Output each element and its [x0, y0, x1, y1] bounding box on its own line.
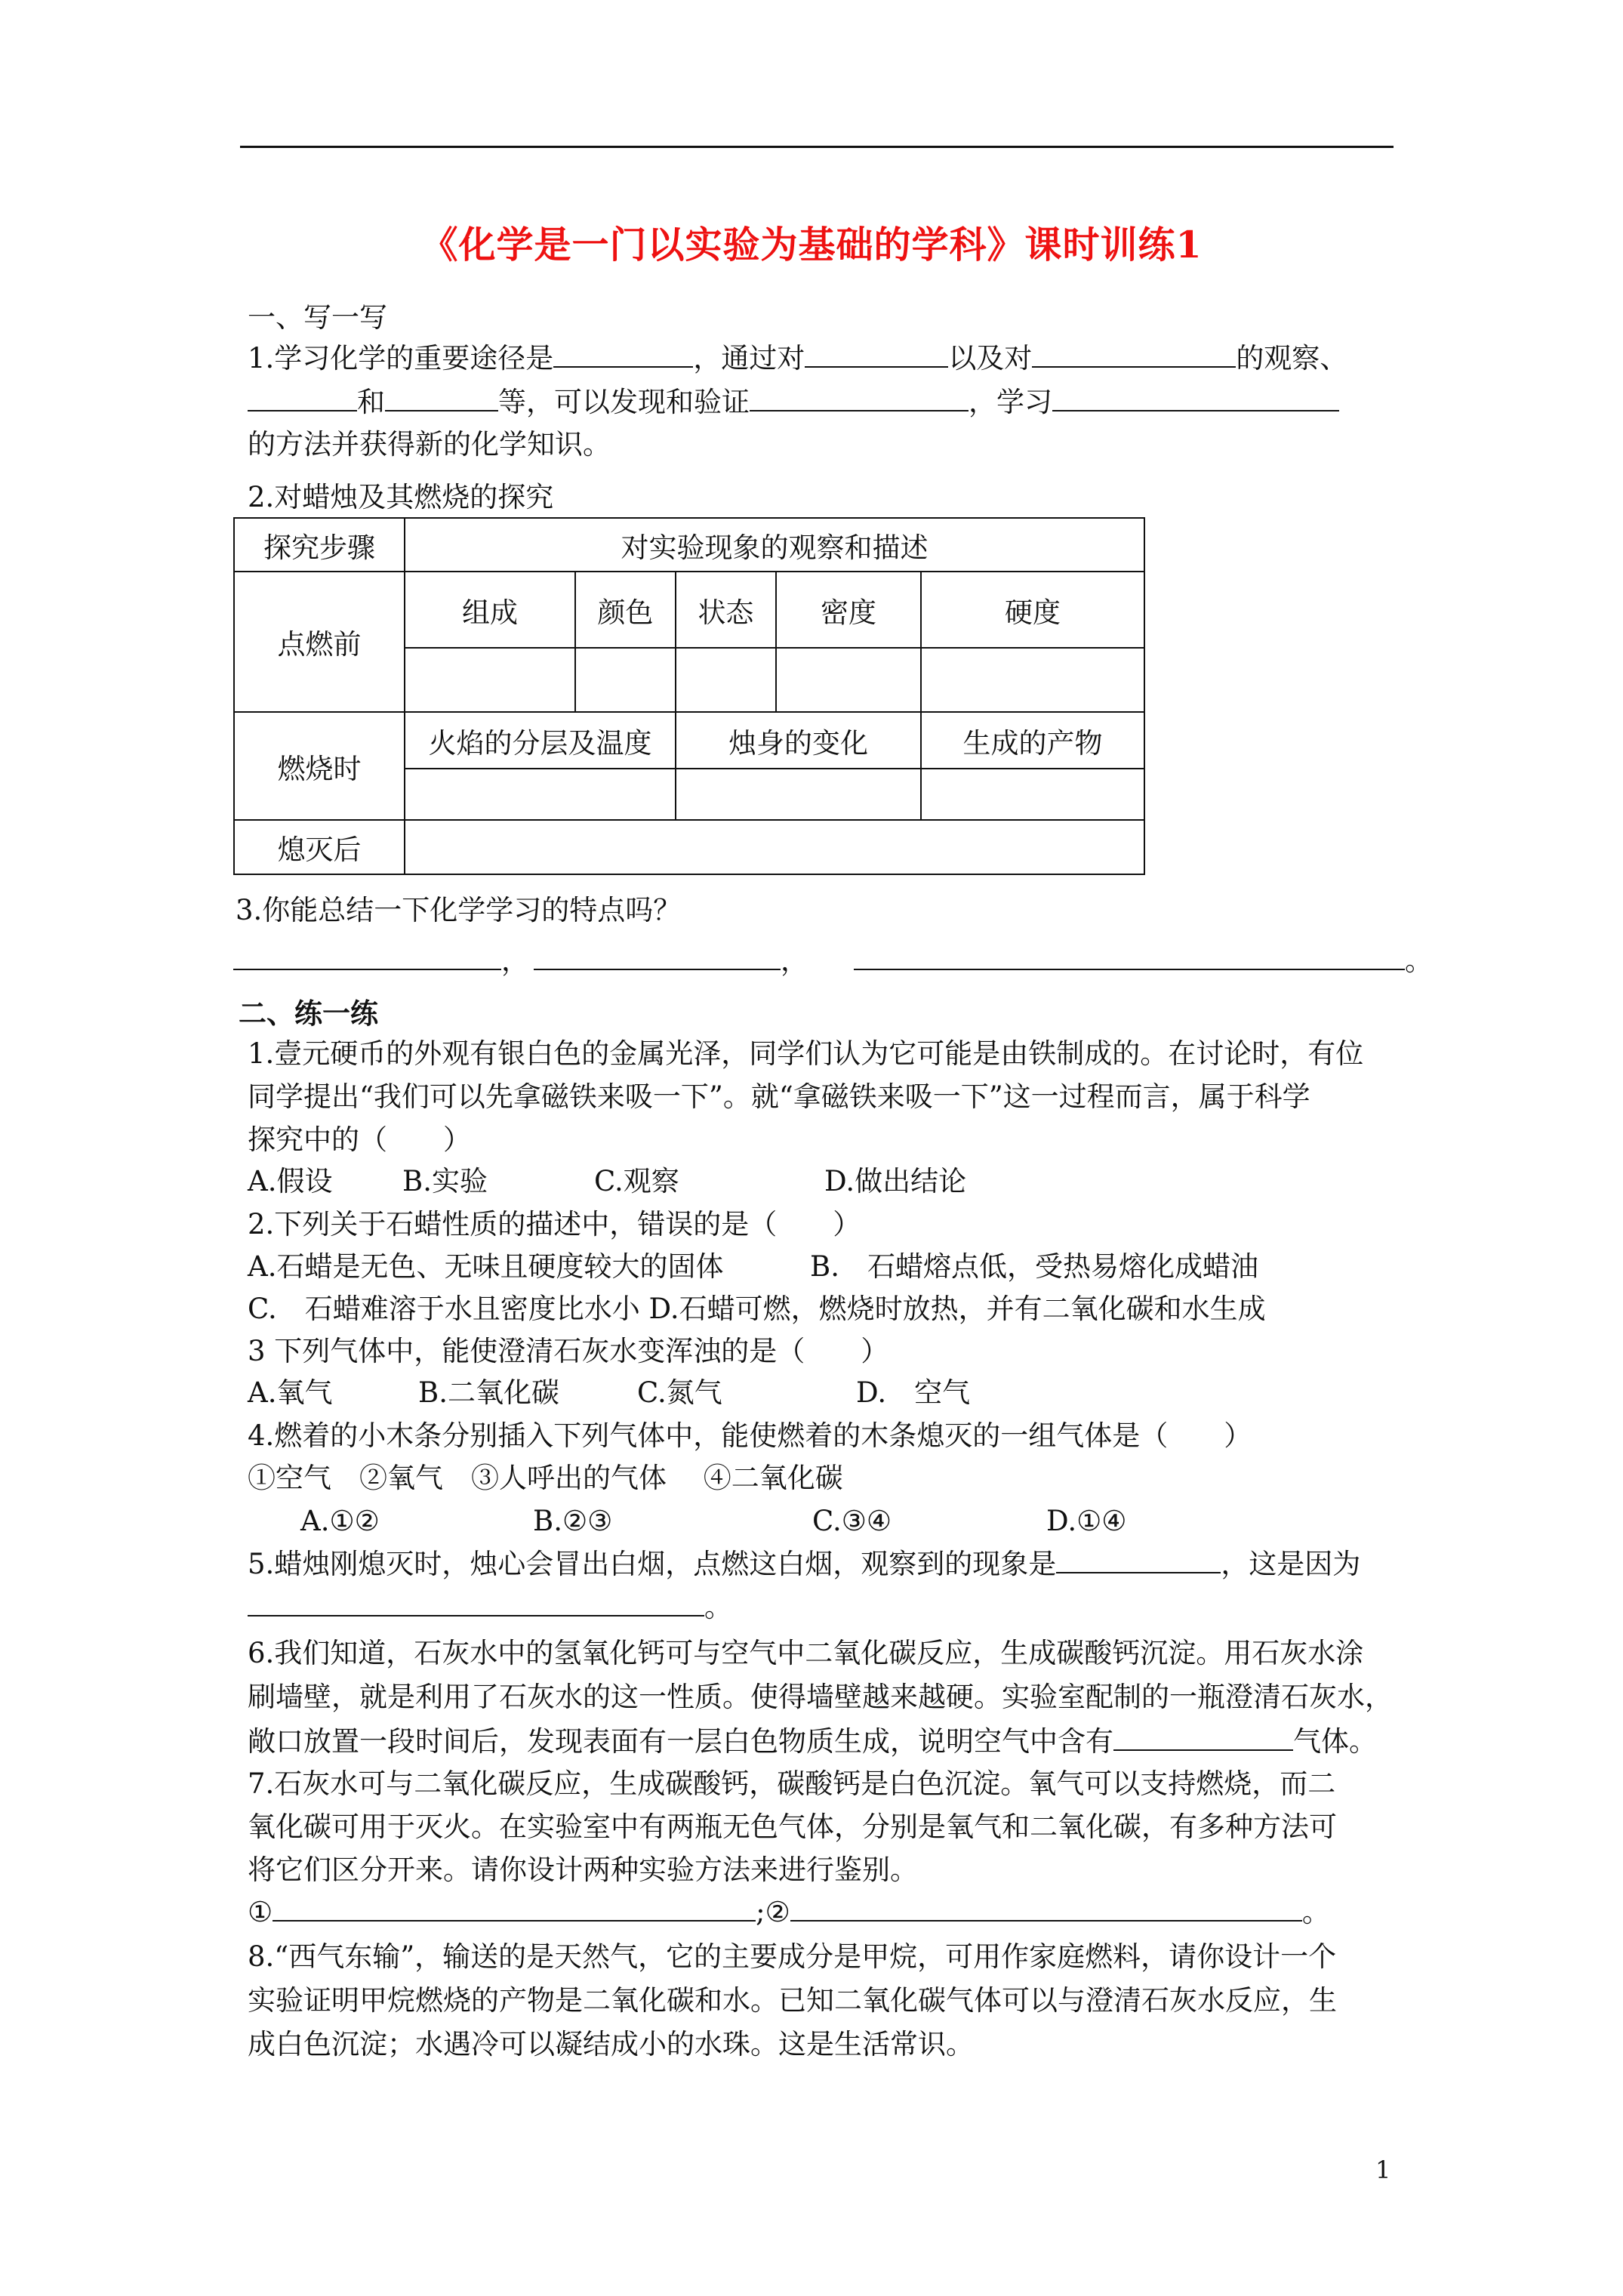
s1-q1-text1: 1.学习化学的重要途径是 [248, 342, 554, 374]
s1-q1-text3: 以及对 [948, 342, 1033, 374]
table-cell[interactable] [921, 648, 1144, 712]
row-label-burning: 燃烧时 [234, 712, 405, 820]
answer-blank[interactable] [790, 1894, 1302, 1922]
option-a[interactable]: A.假设 [248, 1165, 333, 1197]
s2-q6-text-end: 气体。 [1293, 1725, 1377, 1758]
s2-q8-line2: 实验证明甲烷燃烧的产物是二氧化碳和水。已知二氧化碳气体可以与澄清石灰水反应，生 [248, 1984, 1337, 2017]
answer-blank[interactable] [750, 384, 969, 411]
table-cell[interactable] [676, 648, 776, 712]
option-a[interactable]: A.①② [300, 1505, 380, 1537]
option-b[interactable]: B.实验 [402, 1165, 488, 1197]
s1-q1-text4: 的观察、 [1236, 342, 1348, 374]
option-d[interactable]: D.做出结论 [824, 1165, 967, 1197]
before-col: 组成 [405, 572, 575, 648]
answer-blank[interactable] [854, 943, 1405, 970]
s1-q3-stem: 3.你能总结一下化学学习的特点吗？ [236, 894, 682, 926]
separator: ， [781, 945, 808, 977]
s2-q4-options [300, 1504, 1126, 1539]
burning-col: 火焰的分层及温度 [405, 712, 676, 769]
table-cell[interactable] [405, 648, 575, 712]
answer-blank[interactable] [273, 1894, 756, 1922]
section2-heading: 二、练一练 [239, 997, 378, 1030]
before-col: 状态 [676, 572, 776, 648]
table-cell[interactable] [921, 769, 1144, 820]
answer-blank[interactable] [248, 1589, 704, 1616]
option-c[interactable]: C.氮气 [637, 1376, 722, 1409]
s2-q4-stem: 4.燃着的小木条分别插入下列气体中，能使燃着的木条熄灭的一组气体是（ ） [248, 1419, 1252, 1452]
marker-2: ;② [756, 1896, 790, 1928]
s2-q2-options-cd: C. 石蜡难溶于水且密度比水小 D.石蜡可燃，燃烧时放热，并有二氧化碳和水生成 [248, 1293, 1266, 1325]
answer-blank[interactable] [1113, 1724, 1293, 1751]
marker-1: ① [248, 1896, 273, 1928]
period: 。 [704, 1591, 732, 1623]
table-cell[interactable] [676, 769, 921, 820]
row-label-after: 熄灭后 [234, 820, 405, 874]
s1-q1-line3: 的方法并获得新的化学知识。 [248, 428, 611, 461]
s2-q8-line3: 成白色沉淀；水遇冷可以凝结成小的水珠。这是生活常识。 [248, 2028, 974, 2060]
s2-q8-line1: 8.“西气东输”，输送的是天然气，它的主要成分是甲烷，可用作家庭燃料，请你设计一个 [248, 1940, 1337, 1973]
s1-q1-text6: 等，可以发现和验证 [498, 386, 750, 418]
s2-q1-line3: 探究中的（ ） [248, 1123, 471, 1156]
s1-q3-answers [233, 943, 1433, 978]
answer-blank[interactable] [1032, 341, 1236, 368]
period: 。 [1301, 1896, 1330, 1928]
top-rule [240, 146, 1394, 148]
answer-blank[interactable] [534, 943, 781, 970]
burning-col: 生成的产物 [921, 712, 1144, 769]
burning-col: 烛身的变化 [676, 712, 921, 769]
s2-q5-line2 [248, 1589, 732, 1625]
table-header-step: 探究步骤 [234, 518, 405, 572]
s2-q7-line1: 7.石灰水可与二氧化碳反应，生成碳酸钙，碳酸钙是白色沉淀。氧气可以支持燃烧，而二 [248, 1767, 1336, 1800]
s2-q6-line3 [248, 1724, 1377, 1759]
s1-q1-text2: ，通过对 [693, 342, 805, 374]
s1-q2-stem: 2.对蜡烛及其燃烧的探究 [248, 481, 554, 513]
option-b[interactable]: B.二氧化碳 [418, 1376, 559, 1409]
option-a[interactable]: A.石蜡是无色、无味且硬度较大的固体 [248, 1250, 724, 1283]
option-a[interactable]: A.氧气 [248, 1376, 333, 1409]
before-col: 颜色 [575, 572, 676, 648]
s1-q1-line1 [248, 341, 1347, 376]
s2-q1-line2: 同学提出“我们可以先拿磁铁来吸一下”。就“拿磁铁来吸一下”这一过程而言，属于科学 [248, 1080, 1310, 1113]
period: 。 [1405, 945, 1433, 977]
s2-q7-answers [248, 1894, 1330, 1930]
s2-q1-line1: 1.壹元硬币的外观有银白色的金属光泽，同学们认为它可能是由铁制成的。在讨论时，有位 [248, 1037, 1364, 1070]
experiment-table [233, 517, 1145, 875]
option-d[interactable]: D. 空气 [856, 1376, 971, 1409]
s2-q2-options-ab [248, 1250, 1258, 1284]
s2-q1-options [248, 1164, 966, 1199]
option-b[interactable]: B.②③ [533, 1505, 613, 1537]
option-b[interactable]: B. 石蜡熔点低，受热易熔化成蜡油 [810, 1250, 1258, 1283]
answer-blank[interactable] [805, 341, 948, 368]
row-label-before: 点燃前 [234, 572, 405, 712]
table-header-observation: 对实验现象的观察和描述 [405, 518, 1144, 572]
answer-blank[interactable] [1052, 384, 1339, 411]
s2-q5-text1: 5.蜡烛刚熄灭时，烛心会冒出白烟，点燃这白烟，观察到的现象是 [248, 1548, 1057, 1580]
answer-blank[interactable] [1056, 1546, 1221, 1573]
s1-q1-line2 [248, 384, 1339, 420]
answer-blank[interactable] [233, 943, 501, 970]
option-c[interactable]: C.③④ [812, 1505, 892, 1537]
s2-q6-line1: 6.我们知道，石灰水中的氢氧化钙可与空气中二氧化碳反应，生成碳酸钙沉淀。用石灰水涂 [248, 1637, 1364, 1669]
s2-q5-line1 [248, 1546, 1360, 1582]
separator: ， [501, 945, 529, 977]
table-cell[interactable] [405, 820, 1144, 874]
answer-blank[interactable] [553, 341, 693, 368]
before-col: 密度 [776, 572, 921, 648]
s2-q4-items: ①空气 ②氧气 ③人呼出的气体 ④二氧化碳 [248, 1462, 843, 1494]
s2-q6-text: 敞口放置一段时间后，发现表面有一层白色物质生成，说明空气中含有 [248, 1725, 1113, 1758]
table-cell[interactable] [776, 648, 921, 712]
s2-q3-stem: 3 下列气体中，能使澄清石灰水变浑浊的是（ ） [248, 1335, 889, 1367]
s2-q7-line2: 氧化碳可用于灭火。在实验室中有两瓶无色气体，分别是氧气和二氧化碳，有多种方法可 [248, 1811, 1337, 1843]
table-cell[interactable] [575, 648, 676, 712]
s1-q1-text7: ，学习 [969, 386, 1052, 418]
option-d[interactable]: D.①④ [1046, 1505, 1127, 1537]
s2-q5-text2: ，这是因为 [1221, 1548, 1361, 1580]
page-title: 《化学是一门以实验为基础的学科》课时训练1 [420, 223, 1203, 267]
answer-blank[interactable] [248, 384, 357, 411]
table-cell[interactable] [405, 769, 676, 820]
section1-heading: 一、写一写 [248, 301, 387, 334]
option-c[interactable]: C.观察 [594, 1165, 679, 1197]
s2-q2-stem: 2.下列关于石蜡性质的描述中，错误的是（ ） [248, 1208, 861, 1240]
s1-q1-text5: 和 [357, 386, 385, 418]
s2-q6-line2: 刷墙壁，就是利用了石灰水的这一性质。使得墙壁越来越硬。实验室配制的一瓶澄清石灰水， [248, 1681, 1393, 1713]
page-number: 1 [1375, 2156, 1391, 2184]
answer-blank[interactable] [385, 384, 498, 411]
s2-q3-options [248, 1376, 970, 1410]
s2-q7-line3: 将它们区分开来。请你设计两种实验方法来进行鉴别。 [248, 1854, 918, 1886]
before-col: 硬度 [921, 572, 1144, 648]
